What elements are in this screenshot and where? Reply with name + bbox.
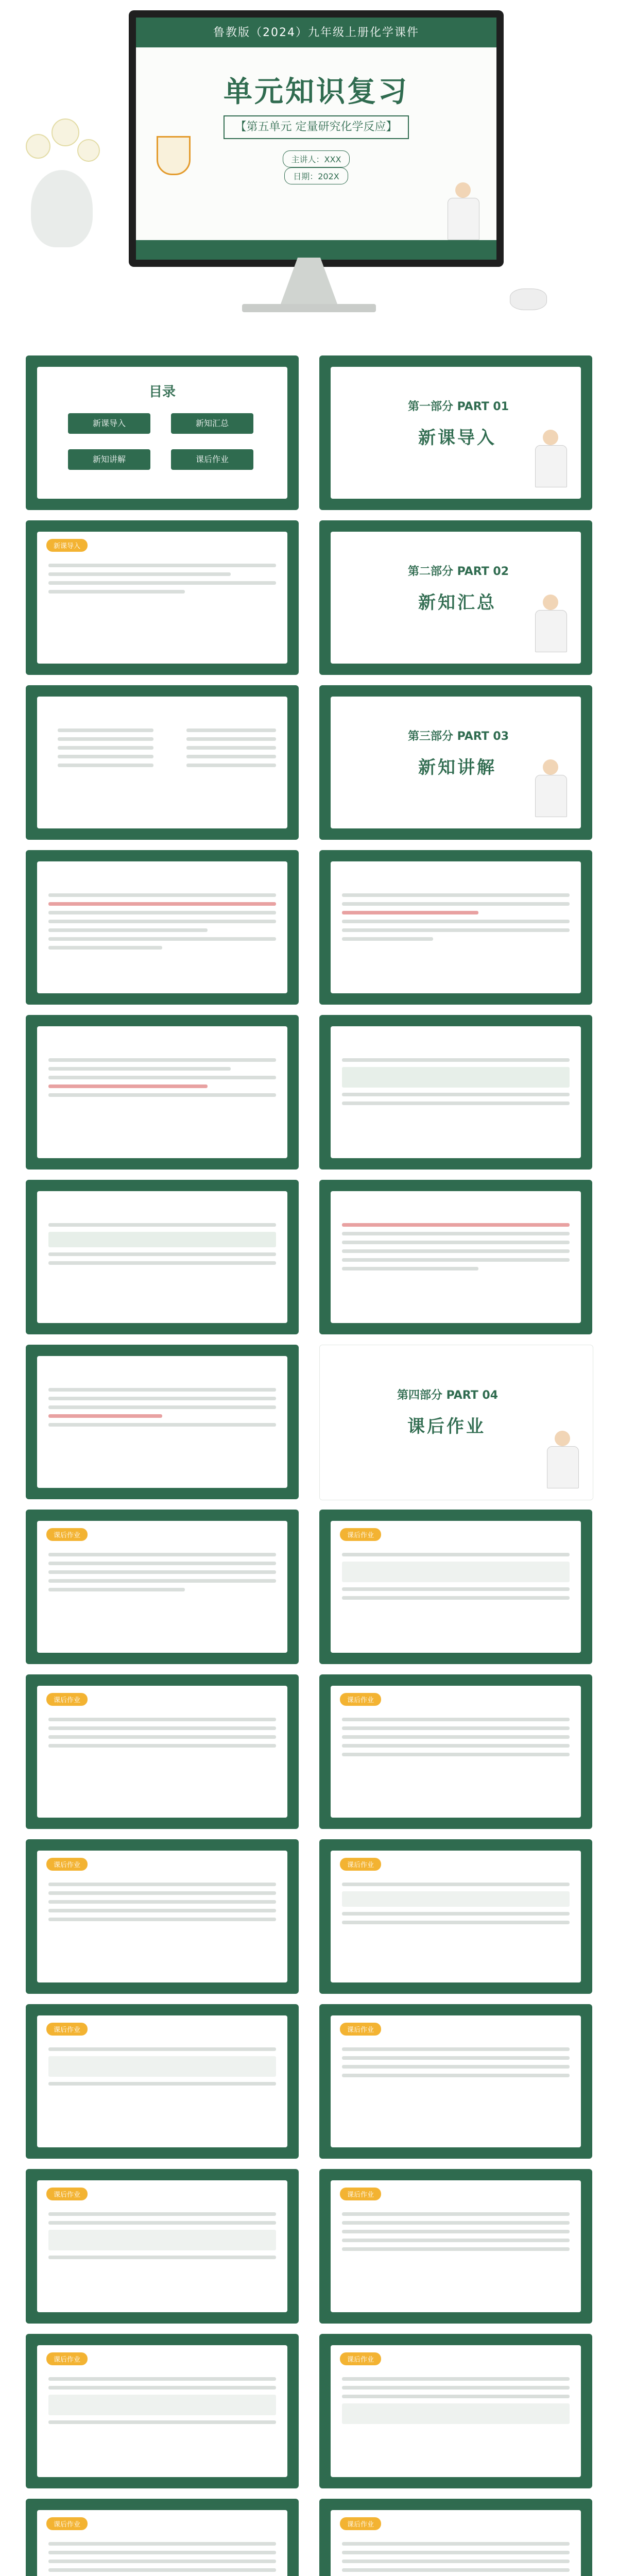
section-name: 新知讲解 (418, 757, 496, 778)
slide-homework (26, 2004, 299, 2159)
cover-title: 单元知识复习 (224, 75, 409, 109)
slide-card (37, 532, 287, 664)
slide-content (319, 850, 592, 1005)
section-number: 第四部分 PART 04 (397, 1389, 499, 1402)
monitor-frame (129, 10, 504, 267)
slide-tag: 课后作业 (46, 1693, 88, 1706)
teacher-illustration (445, 182, 481, 239)
slide-content (26, 850, 299, 1005)
slide-card (37, 367, 287, 499)
slide-mindmap (26, 685, 299, 840)
cover-slide (136, 18, 496, 260)
slide-content (319, 1180, 592, 1334)
slide-card (37, 697, 287, 828)
cover-unit: 【第五单元 定量研究化学反应】 (224, 115, 409, 139)
teacher-illustration (533, 595, 569, 651)
slide-section-1 (319, 355, 592, 510)
slide-section-3 (319, 685, 592, 840)
section-number: 第三部分 PART 03 (408, 730, 509, 743)
slide-homework (319, 1510, 592, 1664)
cover-bottom-band (136, 240, 496, 260)
mouse-icon (510, 289, 547, 310)
slide-tag: 课后作业 (340, 1693, 381, 1706)
slide-tag: 课后作业 (340, 2023, 381, 2036)
slide-toc (26, 355, 299, 510)
slide-content (26, 1180, 299, 1334)
section-name: 新课导入 (418, 428, 496, 448)
slide-homework (319, 2004, 592, 2159)
slide-homework (319, 1674, 592, 1829)
section-number: 第二部分 PART 02 (408, 565, 509, 578)
mindmap-leaves (186, 723, 276, 772)
slide-section-4 (319, 1345, 593, 1500)
flower-icon (26, 134, 50, 159)
date-label: 日期：202X (284, 167, 348, 184)
slide-tag: 课后作业 (340, 2352, 381, 2365)
toc-item[interactable]: 新知讲解 (68, 449, 150, 470)
slide-tag: 课后作业 (46, 2188, 88, 2200)
teacher-illustration (533, 430, 569, 486)
slide-tag: 课后作业 (46, 1858, 88, 1871)
toc-item[interactable]: 新课导入 (68, 413, 150, 434)
slide-card (331, 532, 581, 664)
slide-card (320, 1345, 593, 1500)
slide-homework (26, 2334, 299, 2488)
slide-card (331, 697, 581, 828)
slide-content (26, 520, 299, 675)
slide-content (319, 1015, 592, 1170)
flask-icon (157, 136, 191, 175)
slide-tag: 新课导入 (46, 539, 88, 552)
flower-icon (52, 118, 79, 146)
slide-tag: 课后作业 (340, 1528, 381, 1541)
slide-content (26, 1345, 299, 1499)
slide-homework (319, 2169, 592, 2324)
slide-card (331, 367, 581, 499)
slide-tag: 课后作业 (46, 2517, 88, 2530)
cover-meta (239, 150, 393, 184)
slide-homework (26, 1674, 299, 1829)
presenter-label: 主讲人：XXX (283, 150, 350, 167)
toc-item[interactable]: 课后作业 (171, 449, 253, 470)
section-number: 第一部分 PART 01 (408, 400, 509, 413)
mindmap-branches (58, 723, 153, 772)
monitor-base (242, 304, 376, 312)
hero-mockup (0, 0, 618, 330)
slide-homework (319, 1839, 592, 1994)
teacher-illustration (544, 1431, 580, 1487)
cover-subtitle: 鲁教版（2024）九年级上册化学课件 (213, 26, 419, 39)
section-name: 课后作业 (407, 1416, 486, 1437)
flower-icon (77, 139, 100, 162)
toc-item[interactable]: 新知汇总 (171, 413, 253, 434)
slide-tag: 课后作业 (340, 1858, 381, 1871)
slide-tag: 课后作业 (46, 1528, 88, 1541)
slide-homework (26, 2169, 299, 2324)
slide-homework (319, 2499, 592, 2576)
slide-section-2 (319, 520, 592, 675)
toc-title: 目录 (148, 384, 176, 400)
slide-tag: 课后作业 (340, 2188, 381, 2200)
slide-tag: 课后作业 (340, 2517, 381, 2530)
slide-tag: 课后作业 (46, 2352, 88, 2365)
slide-homework (26, 2499, 299, 2576)
slide-homework (319, 2334, 592, 2488)
section-name: 新知汇总 (418, 592, 496, 613)
slide-content (26, 1015, 299, 1170)
slide-tag: 课后作业 (46, 2023, 88, 2036)
slide-homework (26, 1510, 299, 1664)
teacher-illustration (533, 759, 569, 816)
text-lines (48, 558, 276, 599)
slide-homework (26, 1839, 299, 1994)
vase-decoration (31, 170, 93, 247)
